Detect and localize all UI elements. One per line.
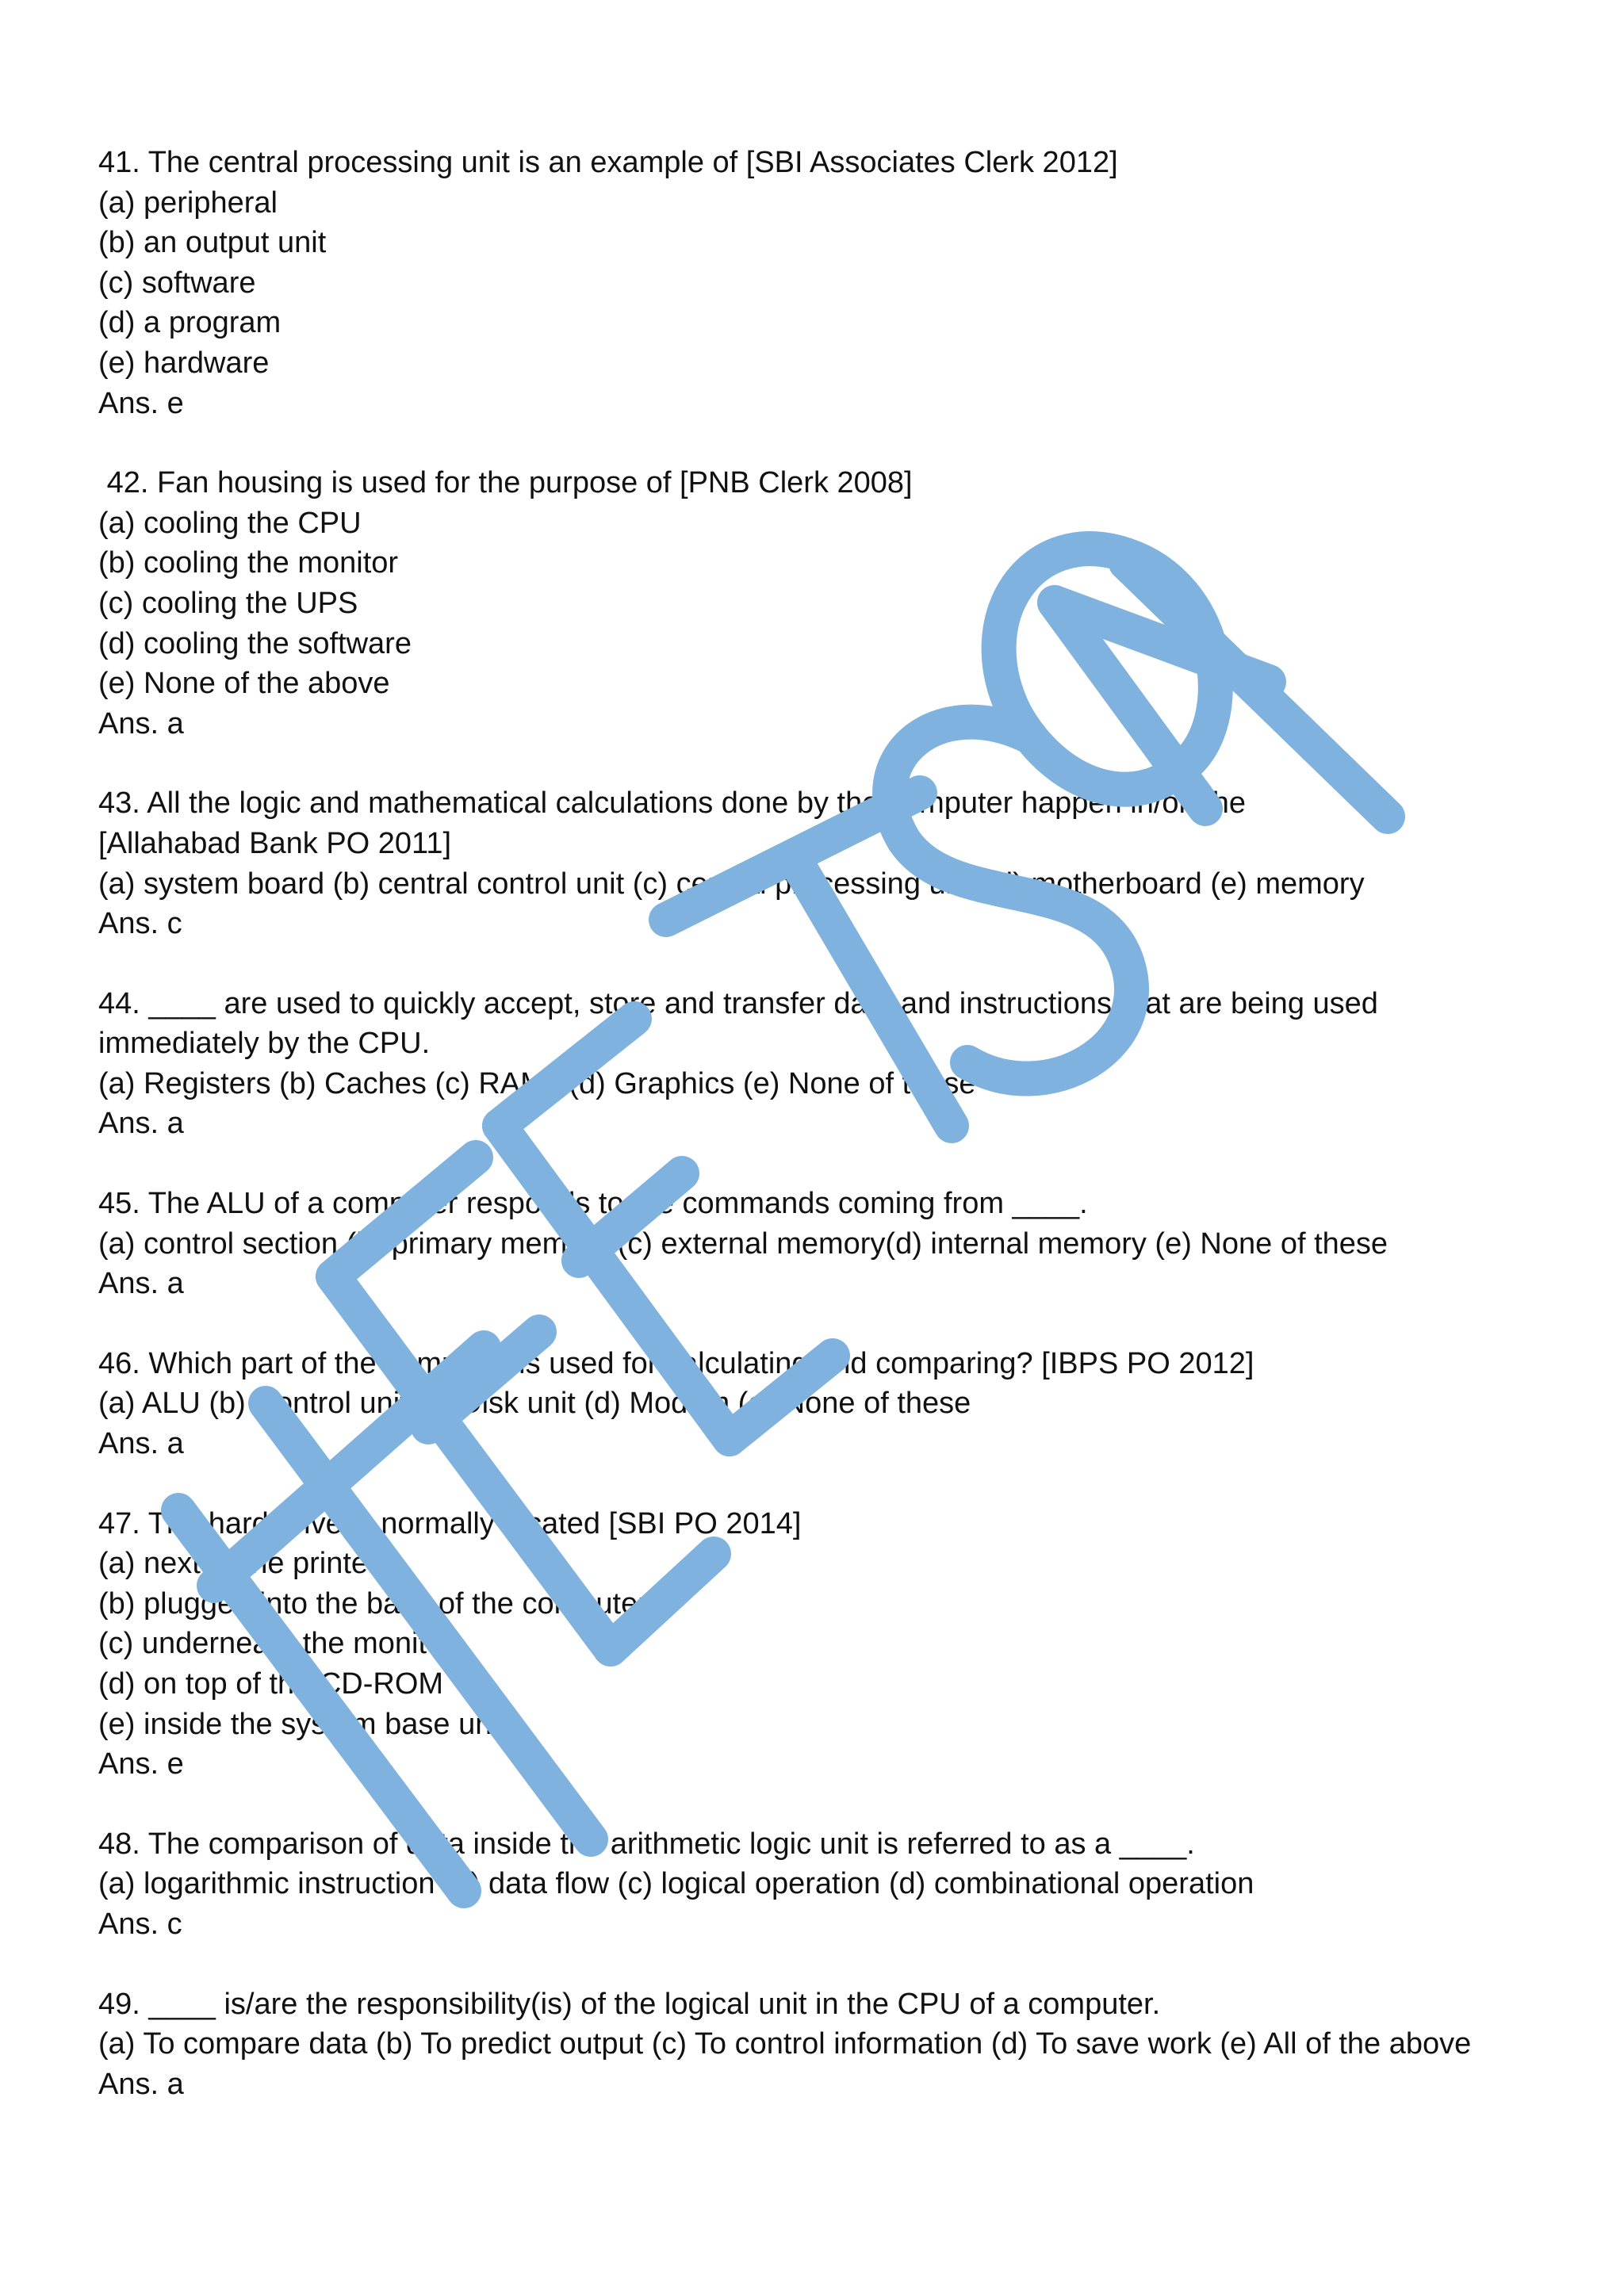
option-line: (a) ALU (b) Control unit (c) Disk unit (d) Modem (e) None of these bbox=[98, 1387, 971, 1421]
answer-line: Ans. e bbox=[98, 386, 184, 420]
option-line: (e) None of the above bbox=[98, 667, 390, 701]
answer-line: Ans. a bbox=[98, 1107, 184, 1141]
question-text: 46. Which part of the computer is used for calculating and comparing? [IBPS PO 2012] bbox=[98, 1346, 1254, 1380]
option-line: (a) Registers (b) Caches (c) RAMs (d) Graphics (e) None of these bbox=[98, 1066, 976, 1100]
answer-line: Ans. c bbox=[98, 1907, 182, 1941]
question-list bbox=[98, 143, 1573, 2144]
question-text: 47. The hard drive is normally located [SBI PO 2014] bbox=[98, 1506, 802, 1540]
question-text: 41. The central processing unit is an example of [SBI Associates Clerk 2012] bbox=[98, 146, 1118, 179]
option-line: (c) cooling the UPS bbox=[98, 586, 358, 620]
option-line: (c) underneath the monitor bbox=[98, 1627, 454, 1661]
option-line: (b) cooling the monitor bbox=[98, 546, 399, 580]
option-line: (e) inside the system base unit bbox=[98, 1707, 508, 1741]
question-text: 43. All the logic and mathematical calculations done by the computer happen in/on the bbox=[98, 786, 1247, 821]
option-line: (a) peripheral bbox=[98, 186, 278, 220]
answer-line: Ans. a bbox=[98, 2067, 184, 2101]
option-line: (b) an output unit bbox=[98, 226, 327, 260]
option-line: (a) control section (b) primary memory (c) external memory(d) internal memory (e) None of these bbox=[98, 1226, 1388, 1261]
question-block bbox=[98, 1504, 1573, 1785]
question-block bbox=[98, 1184, 1573, 1304]
answer-line: Ans. a bbox=[98, 1267, 184, 1301]
question-block bbox=[98, 1824, 1573, 1945]
option-line: (d) on top of the CD-ROM bbox=[98, 1667, 444, 1701]
question-block bbox=[98, 1984, 1573, 2105]
option-line: (c) software bbox=[98, 266, 256, 300]
answer-line: Ans. c bbox=[98, 907, 182, 941]
question-block bbox=[98, 143, 1573, 423]
question-block bbox=[98, 1344, 1573, 1464]
option-line: (d) cooling the software bbox=[98, 626, 412, 660]
option-line: (a) next to the printer bbox=[98, 1547, 378, 1581]
option-line: (e) hardware bbox=[98, 346, 270, 380]
question-block bbox=[98, 463, 1573, 744]
question-text: 48. The comparison of data inside the arithmetic logic unit is referred to as a ____. bbox=[98, 1827, 1195, 1861]
option-line: (a) logarithmic instruction (b) data flow (c) logical operation (d) combinational operation bbox=[98, 1867, 1254, 1901]
answer-line: Ans. a bbox=[98, 706, 184, 740]
question-text-continued: [Allahabad Bank PO 2011] bbox=[98, 826, 452, 860]
question-block bbox=[98, 783, 1573, 943]
question-text: 42. Fan housing is used for the purpose of [PNB Clerk 2008] bbox=[98, 466, 913, 500]
option-line: (a) To compare data (b) To predict output (c) To control information (d) To save work (e) All of the above bbox=[98, 2027, 1472, 2061]
option-line: (a) cooling the CPU bbox=[98, 506, 362, 540]
answer-line: Ans. a bbox=[98, 1427, 184, 1461]
answer-line: Ans. e bbox=[98, 1747, 184, 1781]
question-text-continued: immediately by the CPU. bbox=[98, 1027, 431, 1061]
question-text: 49. ____ is/are the responsibility(is) of the logical unit in the CPU of a computer. bbox=[98, 1987, 1161, 2021]
option-line: (a) system board (b) central control unit (c) central processing unit (d) motherboard (e) memory bbox=[98, 867, 1365, 901]
option-line: (d) a program bbox=[98, 306, 282, 340]
question-text: 45. The ALU of a computer responds to the commands coming from ____. bbox=[98, 1187, 1088, 1221]
option-line: (b) plugged into the back of the computer bbox=[98, 1586, 648, 1621]
question-block bbox=[98, 984, 1573, 1144]
question-text: 44. ____ are used to quickly accept, store and transfer data and instructions that are being used bbox=[98, 986, 1378, 1020]
